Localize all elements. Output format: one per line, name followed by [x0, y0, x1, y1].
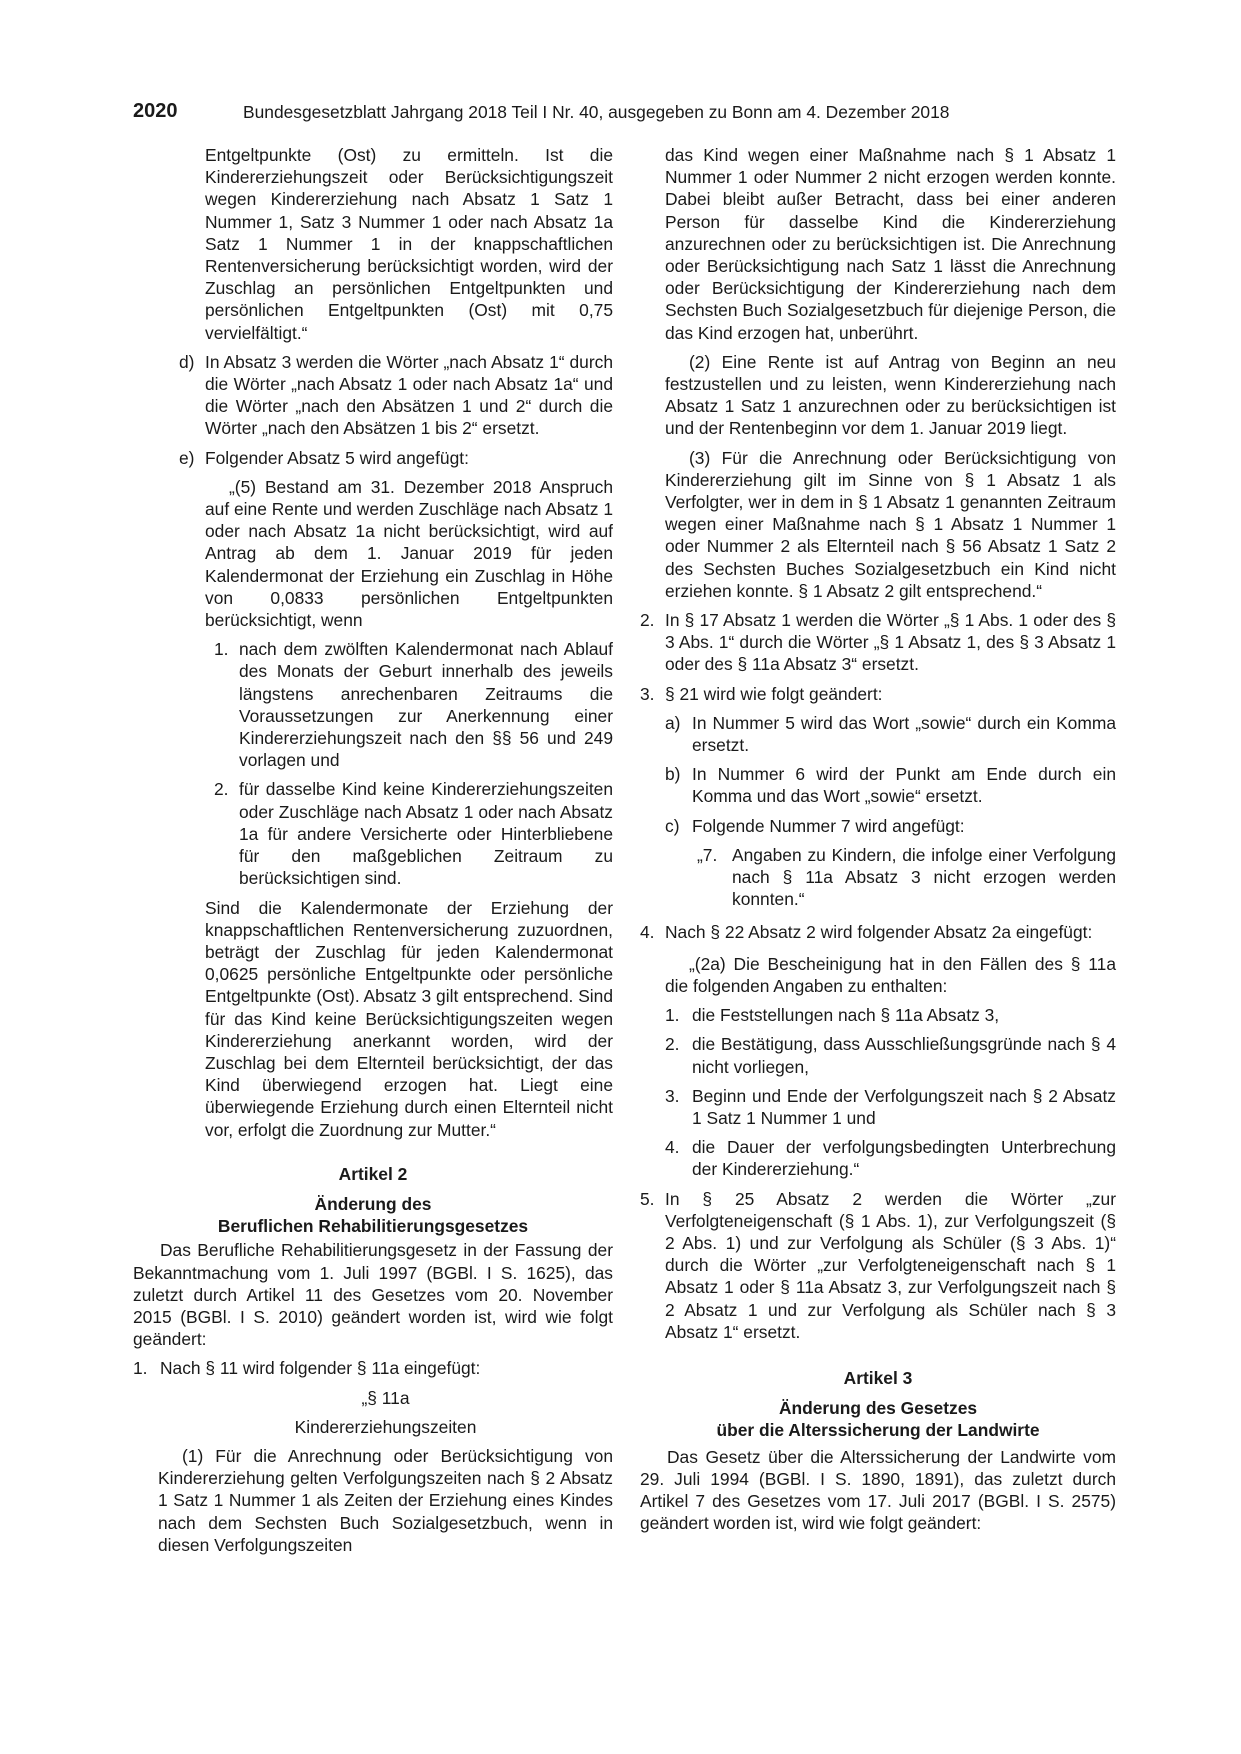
item-label: d) [179, 351, 195, 372]
continuation-paragraph: Entgeltpunkte (Ost) zu ermitteln. Ist die Kindererziehungszeit oder Berücksichtigungszeit wegen Kindererziehung nach Absatz 1 Satz 1 Nummer 1, Satz 3 Nummer 1 oder nach Absatz 1a Satz 1 Nummer 1 in der knappschaftlichen Rentenversicherung berücksichtigt worden, wird der Zuschlag an persönlichen Entgeltpunkten und persönlichen Entgeltpunkten (Ost) mit 0,75 vervielfältigt.“ [205, 145, 613, 343]
list-item-3b [640, 763, 1116, 807]
item-text: In Nummer 5 wird das Wort „sowie“ durch ein Komma ersetzt. [692, 712, 1116, 756]
list-item-3c [640, 815, 1116, 837]
list-item-2a-2 [640, 1033, 1116, 1077]
item-label: 2. [640, 610, 655, 631]
item-text: Nach § 22 Absatz 2 wird folgender Absatz 2a eingefügt: [665, 921, 1093, 942]
item-text: Folgender Absatz 5 wird angefügt: [205, 447, 469, 468]
section-paragraph-2: (2) Eine Rente ist auf Antrag von Beginn an neu festzustellen und zu leisten, wenn Kindererziehung nach Absatz 1 Satz 1 anzurechnen oder zu berücksichtigen ist und der Rentenbeginn vor dem 1. Januar 2019 liegt. [665, 351, 1116, 439]
continuation-paragraph: das Kind wegen einer Maßnahme nach § 1 Absatz 1 Nummer 1 oder Nummer 2 nicht erzogen werden konnte. Dabei bleibt außer Betracht, dass bei einer anderen Person für dasselbe Kind die Kindererziehung anzurechnen oder zu berücksichtigen ist. Die Anrechnung oder Berücksichtigung nach Satz 1 lässt die Anrechnung oder Berücksichtigung der Kindererziehung nach dem Sechsten Buch Sozialgesetzbuch für diejenige Person, die das Kind erzogen hat, unberührt. [665, 145, 1116, 343]
article-subtitle: Änderung des Gesetzes [778, 1398, 978, 1419]
paragraph-sind: Sind die Kalendermonate der Erziehung der knappschaftlichen Rentenversicherung zuzuordnen, beträgt der Zuschlag für jeden Kalendermonat 0,0625 persönliche Entgeltpunkte oder persönliche Entgeltpunkte (Ost). Absatz 3 gilt entsprechend. Sind für das Kind keine Berücksichtigungszeiten wegen Kindererziehung anerkannt worden, wird der Zuschlag bei dem Elternteil berücksichtigt, der das Kind überwiegend erzogen hat. Liegt eine überwiegende Erziehung durch einen Elternteil nicht vor, erfolgt die Zuordnung zur Mutter.“ [205, 897, 613, 1140]
list-item-5 [640, 1188, 1116, 1343]
item-label: 1. [665, 1005, 680, 1026]
section-number: „§ 11a [361, 1387, 410, 1408]
page-number: 2020 [133, 100, 178, 122]
item-text: nach dem zwölften Kalendermonat nach Ablauf des Monats der Geburt innerhalb des jeweils längstens anrechenbaren Zeitraums die Voraussetzungen zur Anerkennung einer Kindererziehungszeit nach den §§ 56 und 249 vorlagen und [239, 639, 613, 771]
article-intro: Das Gesetz über die Alterssicherung der Landwirte vom 29. Juli 1994 (BGBl. I S. 1890, 1891), das zuletzt durch Artikel 7 des Gesetzes vom 17. Juli 2017 (BGBl. I S. 2575) geändert worden ist, wird wie folgt geändert: [640, 1446, 1116, 1534]
item-text: für dasselbe Kind keine Kindererziehungszeiten oder Zuschläge nach Absatz 1 oder nach Absatz 1a für andere Versicherte oder Hinterbliebene für den maßgeblichen Zeitraum zu berücksichtigen sind. [239, 779, 613, 889]
item-text: § 21 wird wie folgt geändert: [665, 683, 883, 704]
item-label: b) [665, 764, 681, 785]
article-subtitle: Änderung des [314, 1193, 432, 1214]
item-text: Folgende Nummer 7 wird angefügt: [692, 815, 965, 836]
section-paragraph-1: (1) Für die Anrechnung oder Berücksichtigung von Kindererziehung gelten Verfolgungszeiten nach § 2 Absatz 1 Satz 1 Nummer 1 als Zeiten der Erziehung eines Kindes nach dem Sechsten Buch Sozialgesetzbuch, wenn in diesen Verfolgungszeiten [158, 1445, 613, 1555]
running-title: Bundesgesetzblatt Jahrgang 2018 Teil I Nr. 40, ausgegeben zu Bonn am 4. Dezember 2018 [243, 102, 950, 122]
item-label: e) [179, 447, 195, 468]
list-item-2a-1 [640, 1004, 1116, 1026]
list-item-e [133, 447, 613, 469]
item-label: 3. [640, 683, 655, 704]
list-item-3 [640, 683, 1116, 705]
item-text: In § 17 Absatz 1 werden die Wörter „§ 1 Abs. 1 oder des § 3 Abs. 1“ durch die Wörter „§ 1 Absatz 1, des § 3 Absatz 1 oder des § 11a Absatz 3“ ersetzt. [665, 610, 1116, 675]
item-label: 2. [214, 779, 229, 800]
item-text: In § 25 Absatz 2 werden die Wörter „zur Verfolgteneigenschaft (§ 1 Abs. 1), zur Verfolgungszeit (§ 2 Abs. 1) und zur Verfolgung als Schüler (§ 3 Abs. 1)“ durch die Wörter „zur Verfolgteneigenschaft nach § 1 Absatz 1 oder § 11a Absatz 3, zur Verfolgungszeit nach § 2 Absatz 1 und zur Verfolgung als Schüler nach § 3 Absatz 1“ ersetzt. [665, 1188, 1116, 1342]
section-paragraph-3: (3) Für die Anrechnung oder Berücksichtigung von Kindererziehung gilt im Sinne von § 1 Absatz 1 als Verfolgter, wer in dem in § 1 Absatz 1 genannten Zeitraum wegen einer Maßnahme nach § 1 Absatz 1 Nummer 1 oder Nummer 2 als Elternteil nach § 56 Absatz 1 Satz 2 des Sechsten Buches Sozialgesetzbuch ein Kind nicht erziehen konnte. § 1 Absatz 2 gilt entsprechend.“ [665, 447, 1116, 601]
list-item-2 [640, 609, 1116, 676]
page-header [133, 100, 1108, 126]
item-label: c) [665, 815, 680, 836]
list-item-2a-4 [640, 1136, 1116, 1180]
item-label: 2. [665, 1034, 680, 1055]
list-item-d [133, 351, 613, 440]
item-text: Angaben zu Kindern, die infolge einer Verfolgung nach § 11a Absatz 3 nicht erzogen werden konnten.“ [732, 844, 1116, 910]
item-label: 3. [665, 1085, 680, 1106]
item-text: die Feststellungen nach § 11a Absatz 3, [692, 1005, 1000, 1026]
item-text: In Absatz 3 werden die Wörter „nach Absatz 1“ durch die Wörter „nach Absatz 1 oder nach Absatz 1a“ und die Wörter „nach den Absätzen 1 und 2“ durch die Wörter „nach den Absätzen 1 bis 2“ ersetzt. [205, 351, 613, 439]
item-label: 4. [665, 1137, 680, 1158]
list-item-1 [133, 638, 613, 771]
item-label: „7. [697, 844, 718, 865]
item-label: 5. [640, 1188, 655, 1209]
left-column [133, 144, 613, 1556]
quoted-item-7 [640, 844, 1116, 911]
article-heading: Artikel 3 [843, 1367, 913, 1388]
article-subtitle: über die Alterssicherung der Landwirte [716, 1420, 1040, 1441]
section-title: Kindererziehungszeiten [294, 1416, 477, 1437]
item-text: Beginn und Ende der Verfolgungszeit nach § 2 Absatz 1 Satz 1 Nummer 1 und [692, 1085, 1116, 1128]
item-text: die Dauer der verfolgungsbedingten Unterbrechung der Kindererziehung.“ [692, 1137, 1116, 1180]
article-heading: Artikel 2 [338, 1163, 408, 1184]
item-label: 1. [214, 639, 229, 660]
list-item-4 [640, 921, 1116, 943]
article-subtitle: Beruflichen Rehabilitierungsgesetzes [217, 1216, 529, 1237]
item-label: a) [665, 712, 681, 733]
list-item-2a-3 [640, 1085, 1116, 1129]
item-text: In Nummer 6 wird der Punkt am Ende durch ein Komma und das Wort „sowie“ ersetzt. [692, 764, 1116, 807]
quoted-paragraph-2a: „(2a) Die Bescheinigung hat in den Fällen des § 11a die folgenden Angaben zu enthalten: [665, 953, 1116, 996]
article-intro: Das Berufliche Rehabilitierungsgesetz in der Fassung der Bekanntmachung vom 1. Juli 1997 (BGBl. I S. 1625), das zuletzt durch Artikel 11 des Gesetzes vom 20. November 2015 (BGBl. I S. 2010) geändert worden ist, wird wie folgt geändert: [133, 1240, 613, 1350]
item-label: 4. [640, 921, 655, 942]
list-item-1 [133, 1357, 613, 1379]
item-text: Nach § 11 wird folgender § 11a eingefügt: [160, 1358, 481, 1379]
item-text: die Bestätigung, dass Ausschließungsgründe nach § 4 nicht vorliegen, [692, 1034, 1116, 1077]
item-label: 1. [133, 1358, 148, 1379]
quoted-paragraph-5: „(5) Bestand am 31. Dezember 2018 Anspruch auf eine Rente und werden Zuschläge nach Absatz 1 oder nach Absatz 1a nicht berücksichtigt, wird auf Antrag ab dem 1. Januar 2019 für jeden Kalendermonat der Erziehung ein Zuschlag in Höhe von 0,0833 persönlichen Entgeltpunkten berücksichtigt, wenn [205, 476, 613, 631]
right-column [640, 144, 1116, 1534]
list-item-3a [640, 712, 1116, 756]
list-item-2 [133, 778, 613, 889]
